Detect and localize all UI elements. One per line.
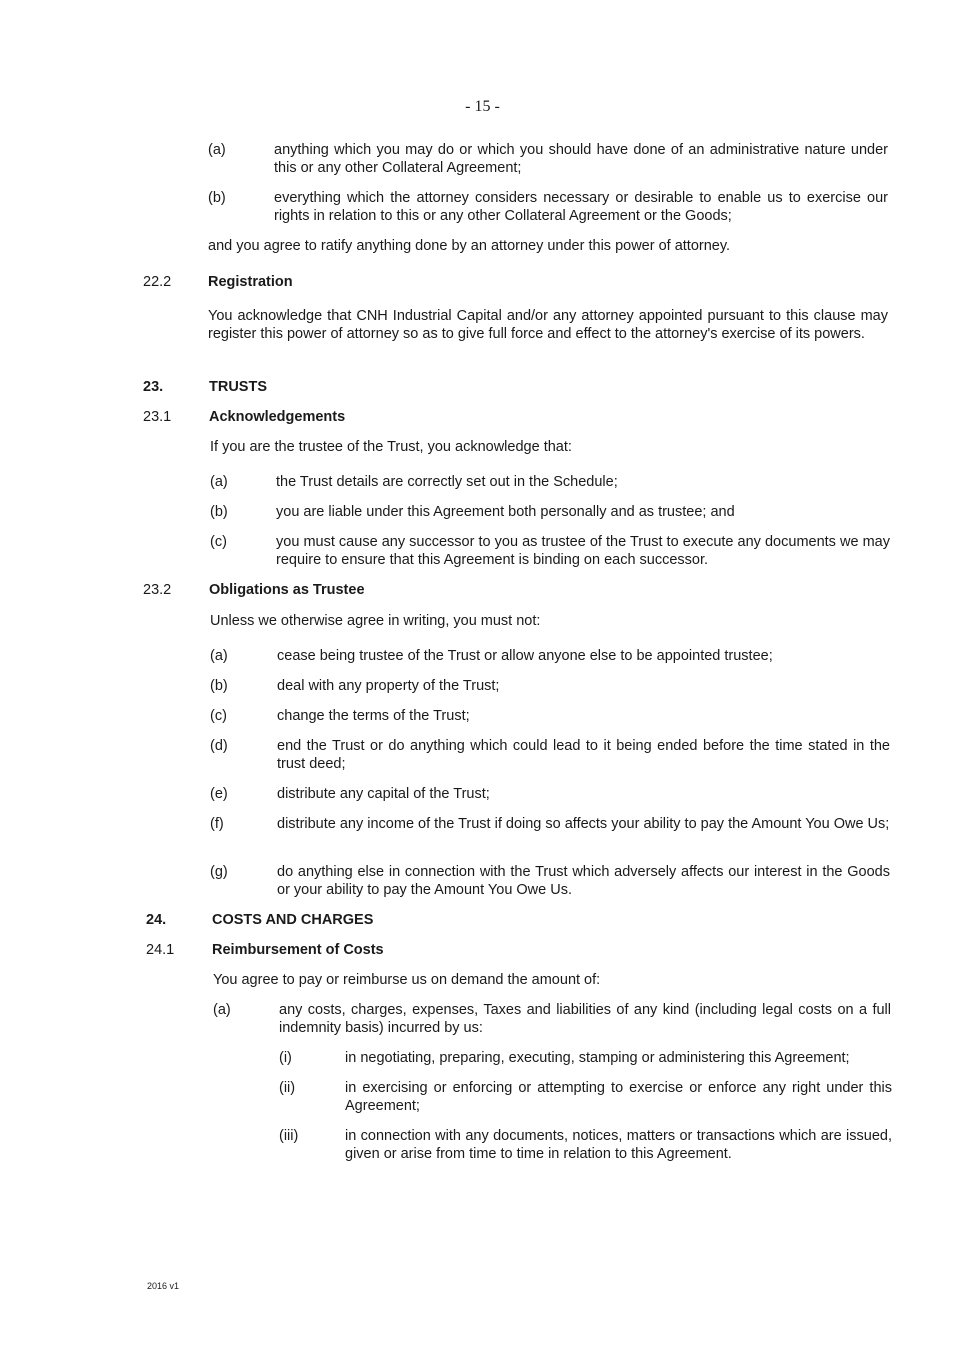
clause-number: 23. <box>143 379 164 395</box>
ratify-paragraph: and you agree to ratify anything done by an attorney under this power of attorney. <box>208 238 731 254</box>
item-label: (ii) <box>279 1080 296 1096</box>
item-text: deal with any property of the Trust; <box>277 678 500 694</box>
item-label: (a) <box>210 648 228 664</box>
item-text: do anything else in connection with the Trust which adversely affects our interest in the Goods or your ability to pay the Amount You Owe Us. <box>277 864 890 898</box>
item-text: the Trust details are correctly set out in the Schedule; <box>276 474 618 490</box>
item-label: (iii) <box>279 1128 299 1144</box>
item-label: (b) <box>208 190 226 206</box>
item-label: (e) <box>210 786 228 802</box>
item-text: everything which the attorney considers necessary or desirable to enable us to exercise our rights in relation to this or any other Collateral Agreement or the Goods; <box>274 190 888 224</box>
item-text: cease being trustee of the Trust or allow anyone else to be appointed trustee; <box>277 648 773 664</box>
item-text: any costs, charges, expenses, Taxes and liabilities of any kind (including legal costs on a full indemnity basis) incurred by us: <box>279 1002 891 1036</box>
clause-number: 24. <box>146 912 167 928</box>
list-item <box>210 815 890 833</box>
item-label: (a) <box>210 474 228 490</box>
list-item <box>213 1001 891 1037</box>
section-intro: You agree to pay or reimburse us on demand the amount of: <box>213 972 601 988</box>
item-label: (b) <box>210 504 228 520</box>
item-text: in connection with any documents, notices, matters or transactions which are issued, given or arise from time to time in relation to this Agreement. <box>345 1128 892 1162</box>
list-item <box>210 677 890 695</box>
section-intro: Unless we otherwise agree in writing, you must not: <box>210 613 541 629</box>
clause-heading: COSTS AND CHARGES <box>212 912 374 928</box>
section-heading: Reimbursement of Costs <box>212 942 384 958</box>
item-text: distribute any capital of the Trust; <box>277 786 490 802</box>
section-number: 24.1 <box>146 942 175 958</box>
list-item <box>210 647 890 665</box>
list-item <box>210 707 890 725</box>
section-number: 23.2 <box>143 582 172 598</box>
item-text: end the Trust or do anything which could lead to it being ended before the time stated in the trust deed; <box>277 738 890 772</box>
item-label: (b) <box>210 678 228 694</box>
section-heading: Obligations as Trustee <box>209 582 365 598</box>
page-number: - 15 - <box>465 98 500 115</box>
sub-list-item <box>279 1079 892 1115</box>
list-item <box>210 503 890 521</box>
item-text: anything which you may do or which you should have done of an administrative nature under this or any other Collateral Agreement; <box>274 142 888 176</box>
version-footer: 2016 v1 <box>147 1281 180 1291</box>
item-text: you are liable under this Agreement both personally and as trustee; and <box>276 504 735 520</box>
list-item <box>210 785 890 803</box>
clause-heading: TRUSTS <box>209 379 267 395</box>
list-item <box>210 863 890 899</box>
item-text: distribute any income of the Trust if doing so affects your ability to pay the Amount You Owe Us; <box>277 816 890 832</box>
list-item <box>210 473 890 491</box>
list-item <box>208 141 888 177</box>
list-item <box>208 189 888 225</box>
item-label: (a) <box>208 142 226 158</box>
list-item <box>210 737 890 773</box>
section-number: 23.1 <box>143 409 172 425</box>
item-text: in negotiating, preparing, executing, stamping or administering this Agreement; <box>345 1050 850 1066</box>
section-heading: Registration <box>208 274 293 290</box>
item-text: change the terms of the Trust; <box>277 708 470 724</box>
sub-list-item <box>279 1127 892 1163</box>
item-label: (d) <box>210 738 228 754</box>
item-label: (f) <box>210 816 224 832</box>
section-paragraph: You acknowledge that CNH Industrial Capital and/or any attorney appointed pursuant to this clause may register this power of attorney so as to give full force and effect to the attorney's exercise of its powers. <box>208 308 888 342</box>
item-label: (a) <box>213 1002 231 1018</box>
item-label: (g) <box>210 864 228 880</box>
item-text: in exercising or enforcing or attempting to exercise or enforce any right under this Agreement; <box>345 1080 892 1114</box>
sub-list-item <box>279 1049 892 1067</box>
section-number: 22.2 <box>143 274 172 290</box>
section-heading: Acknowledgements <box>209 409 346 425</box>
item-label: (i) <box>279 1050 292 1066</box>
item-text: you must cause any successor to you as trustee of the Trust to execute any documents we may require to ensure that this Agreement is binding on each successor. <box>276 534 890 568</box>
list-item <box>210 533 890 569</box>
item-label: (c) <box>210 534 227 550</box>
item-label: (c) <box>210 708 227 724</box>
section-intro: If you are the trustee of the Trust, you acknowledge that: <box>210 439 572 455</box>
